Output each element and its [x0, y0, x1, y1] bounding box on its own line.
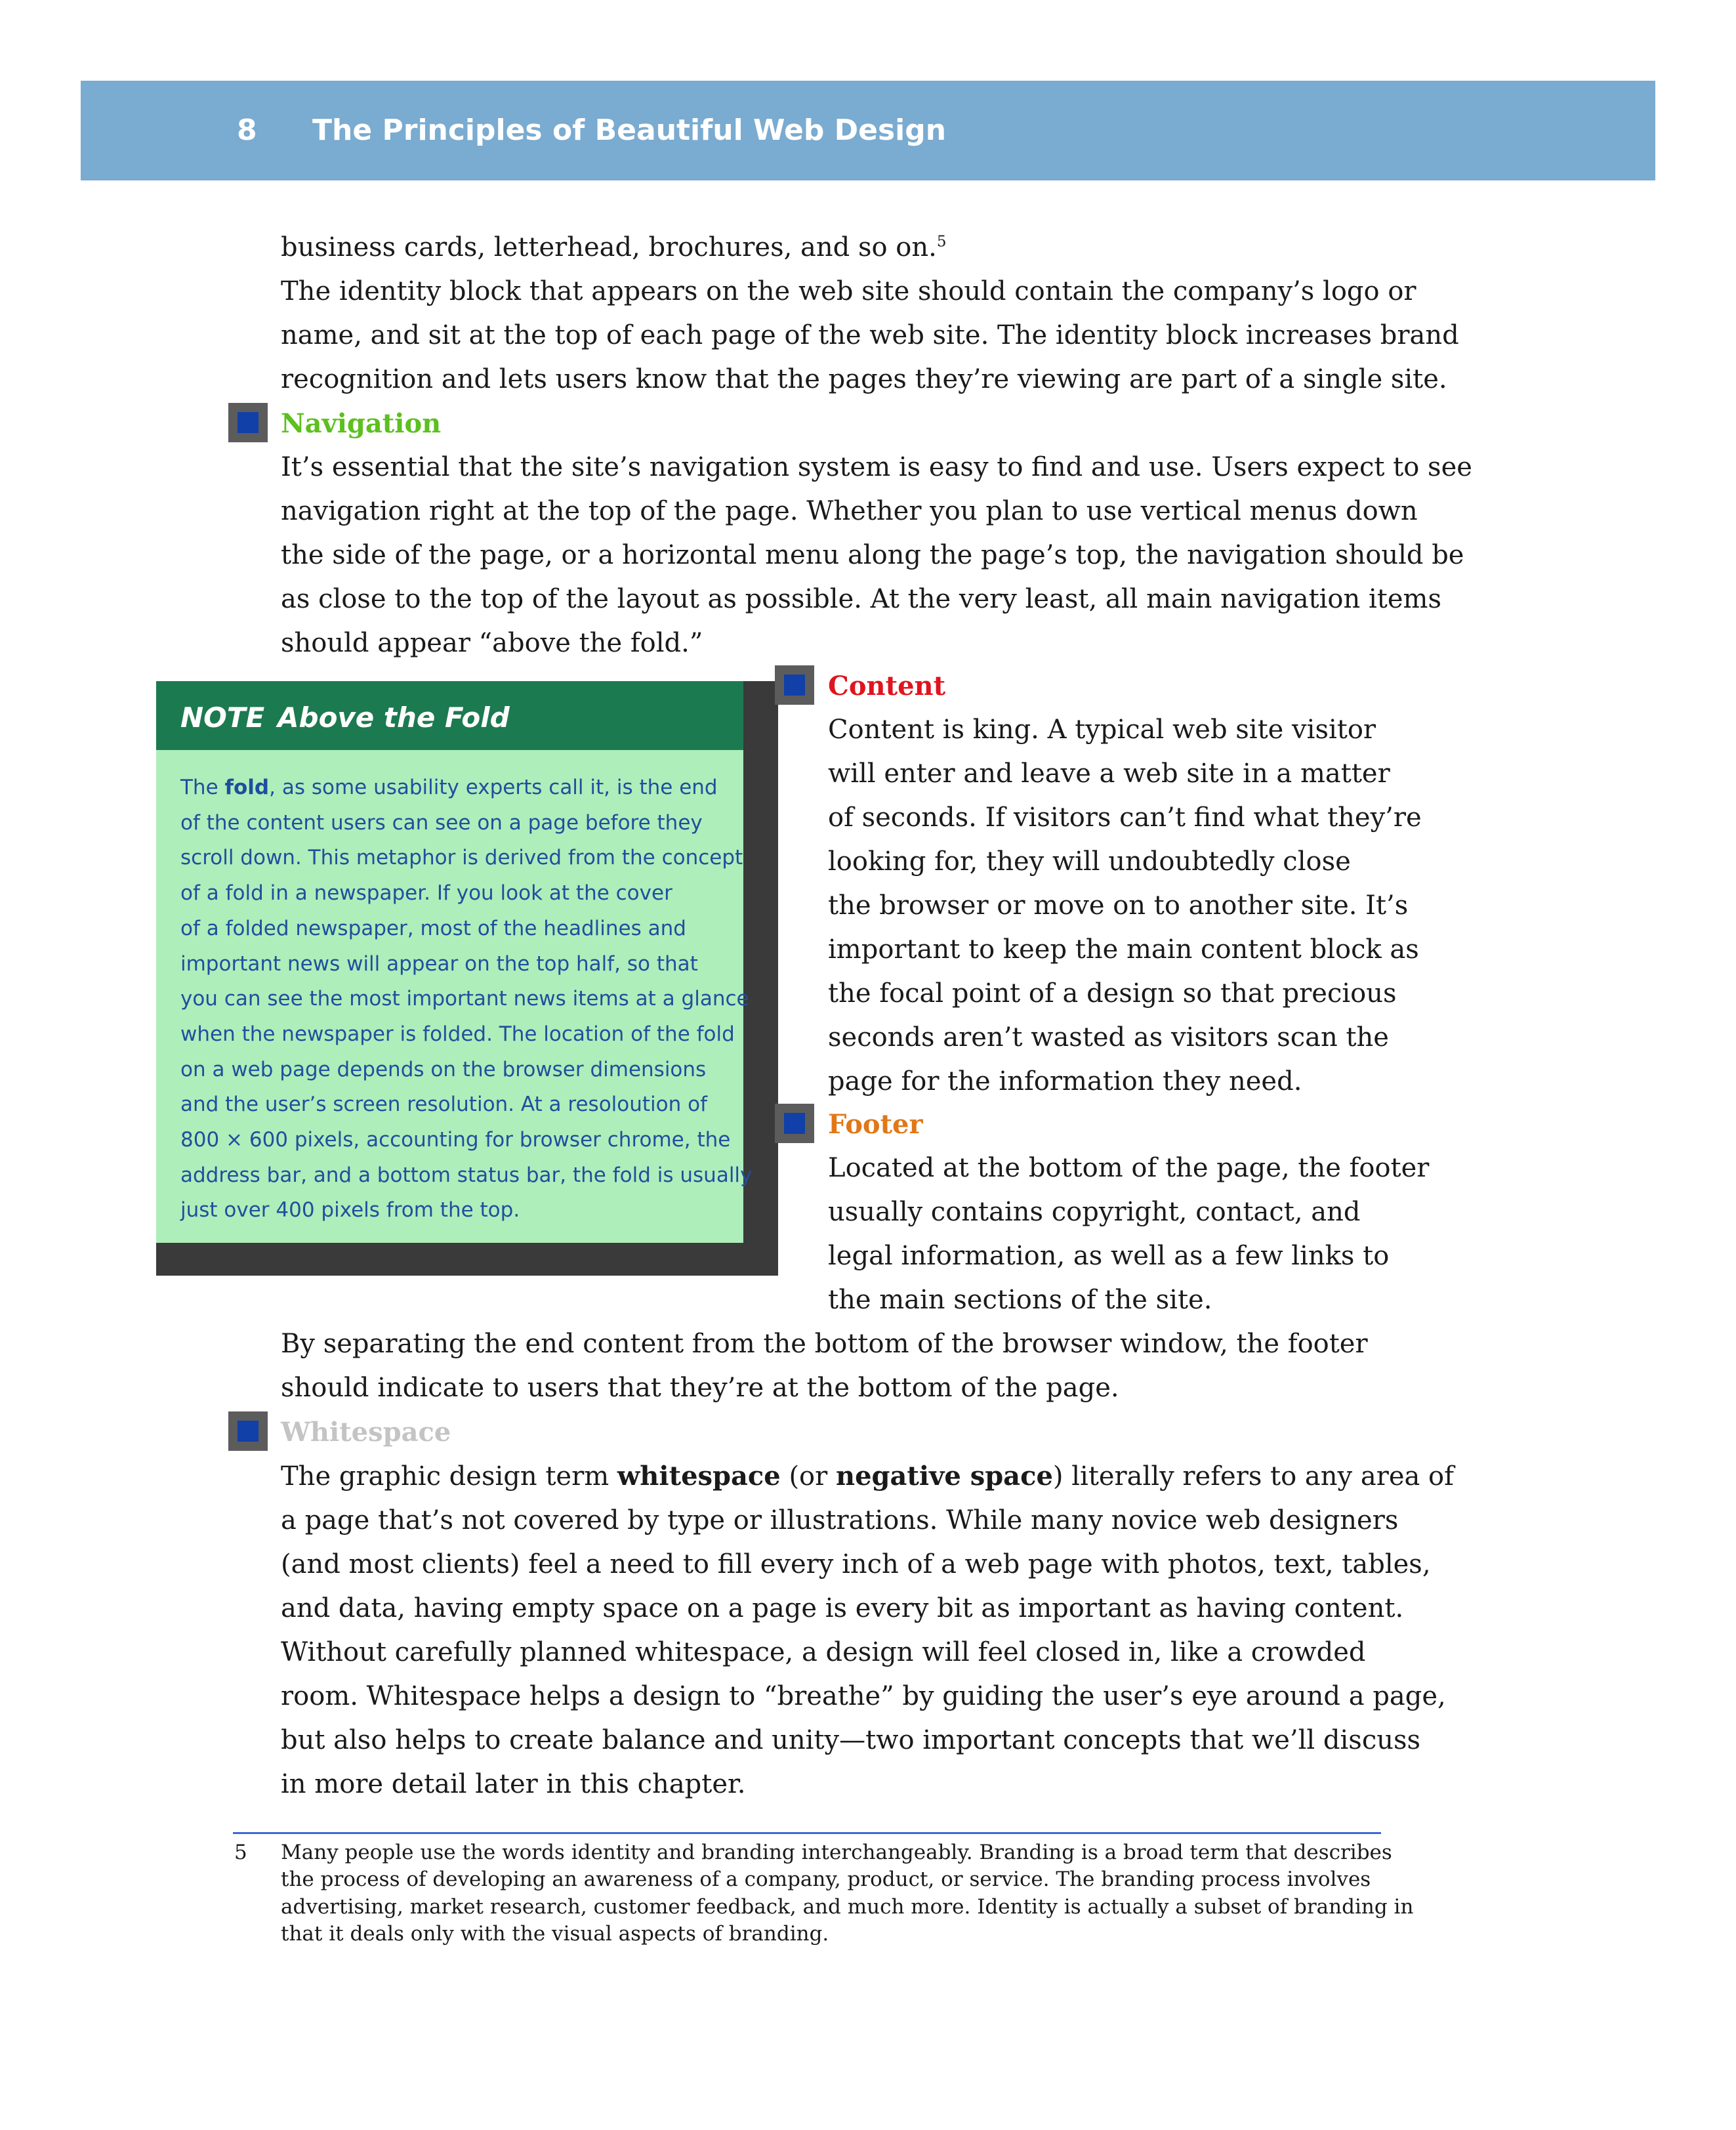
note-line: on a web page depends on the browser dimensions — [180, 1057, 707, 1081]
content-bullet-icon — [775, 665, 814, 705]
note-line: of the content users can see on a page before they — [180, 810, 703, 835]
footnote-line: that it deals only with the visual aspects of branding. — [281, 1921, 829, 1946]
navigation-line: the side of the page, or a horizontal menu along the page’s top, the navigation should be — [281, 540, 1464, 570]
book-title: The Principles of Beautiful Web Design — [312, 114, 947, 147]
note-title: Above the Fold — [278, 701, 510, 734]
footer-line: Located at the bottom of the page, the footer — [828, 1153, 1430, 1183]
whitespace-line: a page that’s not covered by type or illustrations. While many novice web designers — [281, 1505, 1399, 1535]
footnote-line: advertising, market research, customer feedback, and much more. Identity is actually a subset of branding in — [281, 1894, 1414, 1919]
whitespace-bullet-icon — [228, 1411, 268, 1451]
content-line: the browser or move on to another site. It’s — [828, 890, 1409, 921]
footnote-line: Many people use the words identity and branding interchangeably. Branding is a broad term that describes — [281, 1841, 1392, 1864]
term-negative-space: negative space — [835, 1461, 1053, 1492]
navigation-text — [281, 446, 1472, 665]
content-heading: Content — [828, 671, 946, 701]
whitespace-line: but also helps to create balance and unity—two important concepts that we’ll discuss — [281, 1725, 1421, 1755]
content-line: Content is king. A typical web site visitor — [828, 715, 1376, 745]
content-line: of seconds. If visitors can’t find what they’re — [828, 803, 1422, 833]
intro-text — [281, 226, 1459, 402]
footer-line: legal information, as well as a few links to — [828, 1241, 1390, 1271]
whitespace-line: Without carefully planned whitespace, a design will feel closed in, like a crowded — [281, 1637, 1366, 1667]
navigation-line: should appear “above the fold.” — [281, 628, 703, 658]
footnote-line: the process of developing an awareness of a company, product, or service. The branding process involves — [281, 1868, 1371, 1892]
running-header — [81, 81, 1655, 180]
footer-wide-line: By separating the end content from the bottom of the browser window, the footer — [281, 1329, 1368, 1359]
whitespace-text-run: The graphic design term — [281, 1461, 617, 1492]
footer-text — [828, 1146, 1429, 1322]
intro-line: name, and sit at the top of each page of the web site. The identity block increases brand — [281, 320, 1459, 350]
note-line: of a folded newspaper, most of the headlines and — [180, 916, 686, 940]
content-line: the focal point of a design so that precious — [828, 978, 1397, 1009]
intro-line: recognition and lets users know that the pages they’re viewing are part of a single site. — [281, 364, 1447, 394]
content-line: page for the information they need. — [828, 1066, 1302, 1096]
whitespace-text-run: (or — [780, 1461, 836, 1492]
note-box — [156, 681, 753, 1243]
navigation-line: It’s essential that the site’s navigation system is easy to find and use. Users expect to see — [281, 452, 1472, 482]
footnote-text — [281, 1839, 1413, 1948]
note-text: The — [180, 776, 225, 799]
note-line: just over 400 pixels from the top. — [180, 1198, 520, 1222]
whitespace-text — [281, 1454, 1454, 1806]
note-line: and the user’s screen resolution. At a resoloution of — [180, 1093, 708, 1117]
note-label: NOTE — [180, 701, 265, 734]
page-number: 8 — [237, 114, 257, 147]
note-line: when the newspaper is folded. The location of the fold — [180, 1022, 735, 1046]
note-header — [156, 681, 743, 750]
navigation-heading: Navigation — [281, 408, 442, 439]
footnote-divider — [233, 1832, 1381, 1834]
whitespace-line: and data, having empty space on a page is every bit as important as having content. — [281, 1593, 1404, 1623]
content-line: seconds aren’t wasted as visitors scan the — [828, 1022, 1389, 1053]
whitespace-line: room. Whitespace helps a design to “breathe” by guiding the user’s eye around a page, — [281, 1681, 1446, 1711]
note-line: address bar, and a bottom status bar, the fold is usually — [180, 1163, 753, 1187]
note-text: , as some usability experts call it, is the end — [269, 776, 718, 799]
footer-wide-text — [281, 1322, 1368, 1410]
whitespace-line: in more detail later in this chapter. — [281, 1769, 746, 1799]
content-line: important to keep the main content block as — [828, 934, 1419, 965]
note-body — [180, 770, 752, 1228]
footer-bullet-icon — [775, 1104, 814, 1143]
footer-wide-line: should indicate to users that they’re at the bottom of the page. — [281, 1373, 1119, 1403]
whitespace-line: (and most clients) feel a need to fill every inch of a web page with photos, text, tables, — [281, 1549, 1431, 1579]
note-line: you can see the most important news items at a glance — [180, 987, 749, 1011]
content-text — [828, 708, 1422, 1104]
note-line: important news will appear on the top half, so that — [180, 951, 698, 976]
navigation-line: navigation right at the top of the page. Whether you plan to use vertical menus down — [281, 496, 1418, 526]
footer-line: usually contains copyright, contact, and — [828, 1197, 1361, 1227]
navigation-line: as close to the top of the layout as possible. At the very least, all main navigation items — [281, 584, 1441, 614]
note-line: scroll down. This metaphor is derived from the concept — [180, 846, 743, 870]
whitespace-text-run: ) literally refers to any area of — [1052, 1461, 1454, 1492]
footnote-number: 5 — [234, 1841, 247, 1864]
content-line: will enter and leave a web site in a matter — [828, 759, 1390, 789]
footer-heading: Footer — [828, 1109, 923, 1140]
footer-line: the main sections of the site. — [828, 1285, 1212, 1315]
note-term-fold: fold — [224, 776, 270, 799]
whitespace-heading: Whitespace — [281, 1417, 451, 1448]
intro-line: The identity block that appears on the web site should contain the company’s logo or — [281, 276, 1416, 306]
navigation-bullet-icon — [228, 403, 268, 442]
note-line: 800 × 600 pixels, accounting for browser chrome, the — [180, 1128, 731, 1152]
footnote-marker: 5 — [936, 233, 947, 251]
intro-line: business cards, letterhead, brochures, and so on. — [281, 232, 937, 262]
term-whitespace: whitespace — [617, 1461, 781, 1492]
content-line: looking for, they will undoubtedly close — [828, 846, 1351, 877]
note-line: of a fold in a newspaper. If you look at the cover — [180, 881, 672, 906]
